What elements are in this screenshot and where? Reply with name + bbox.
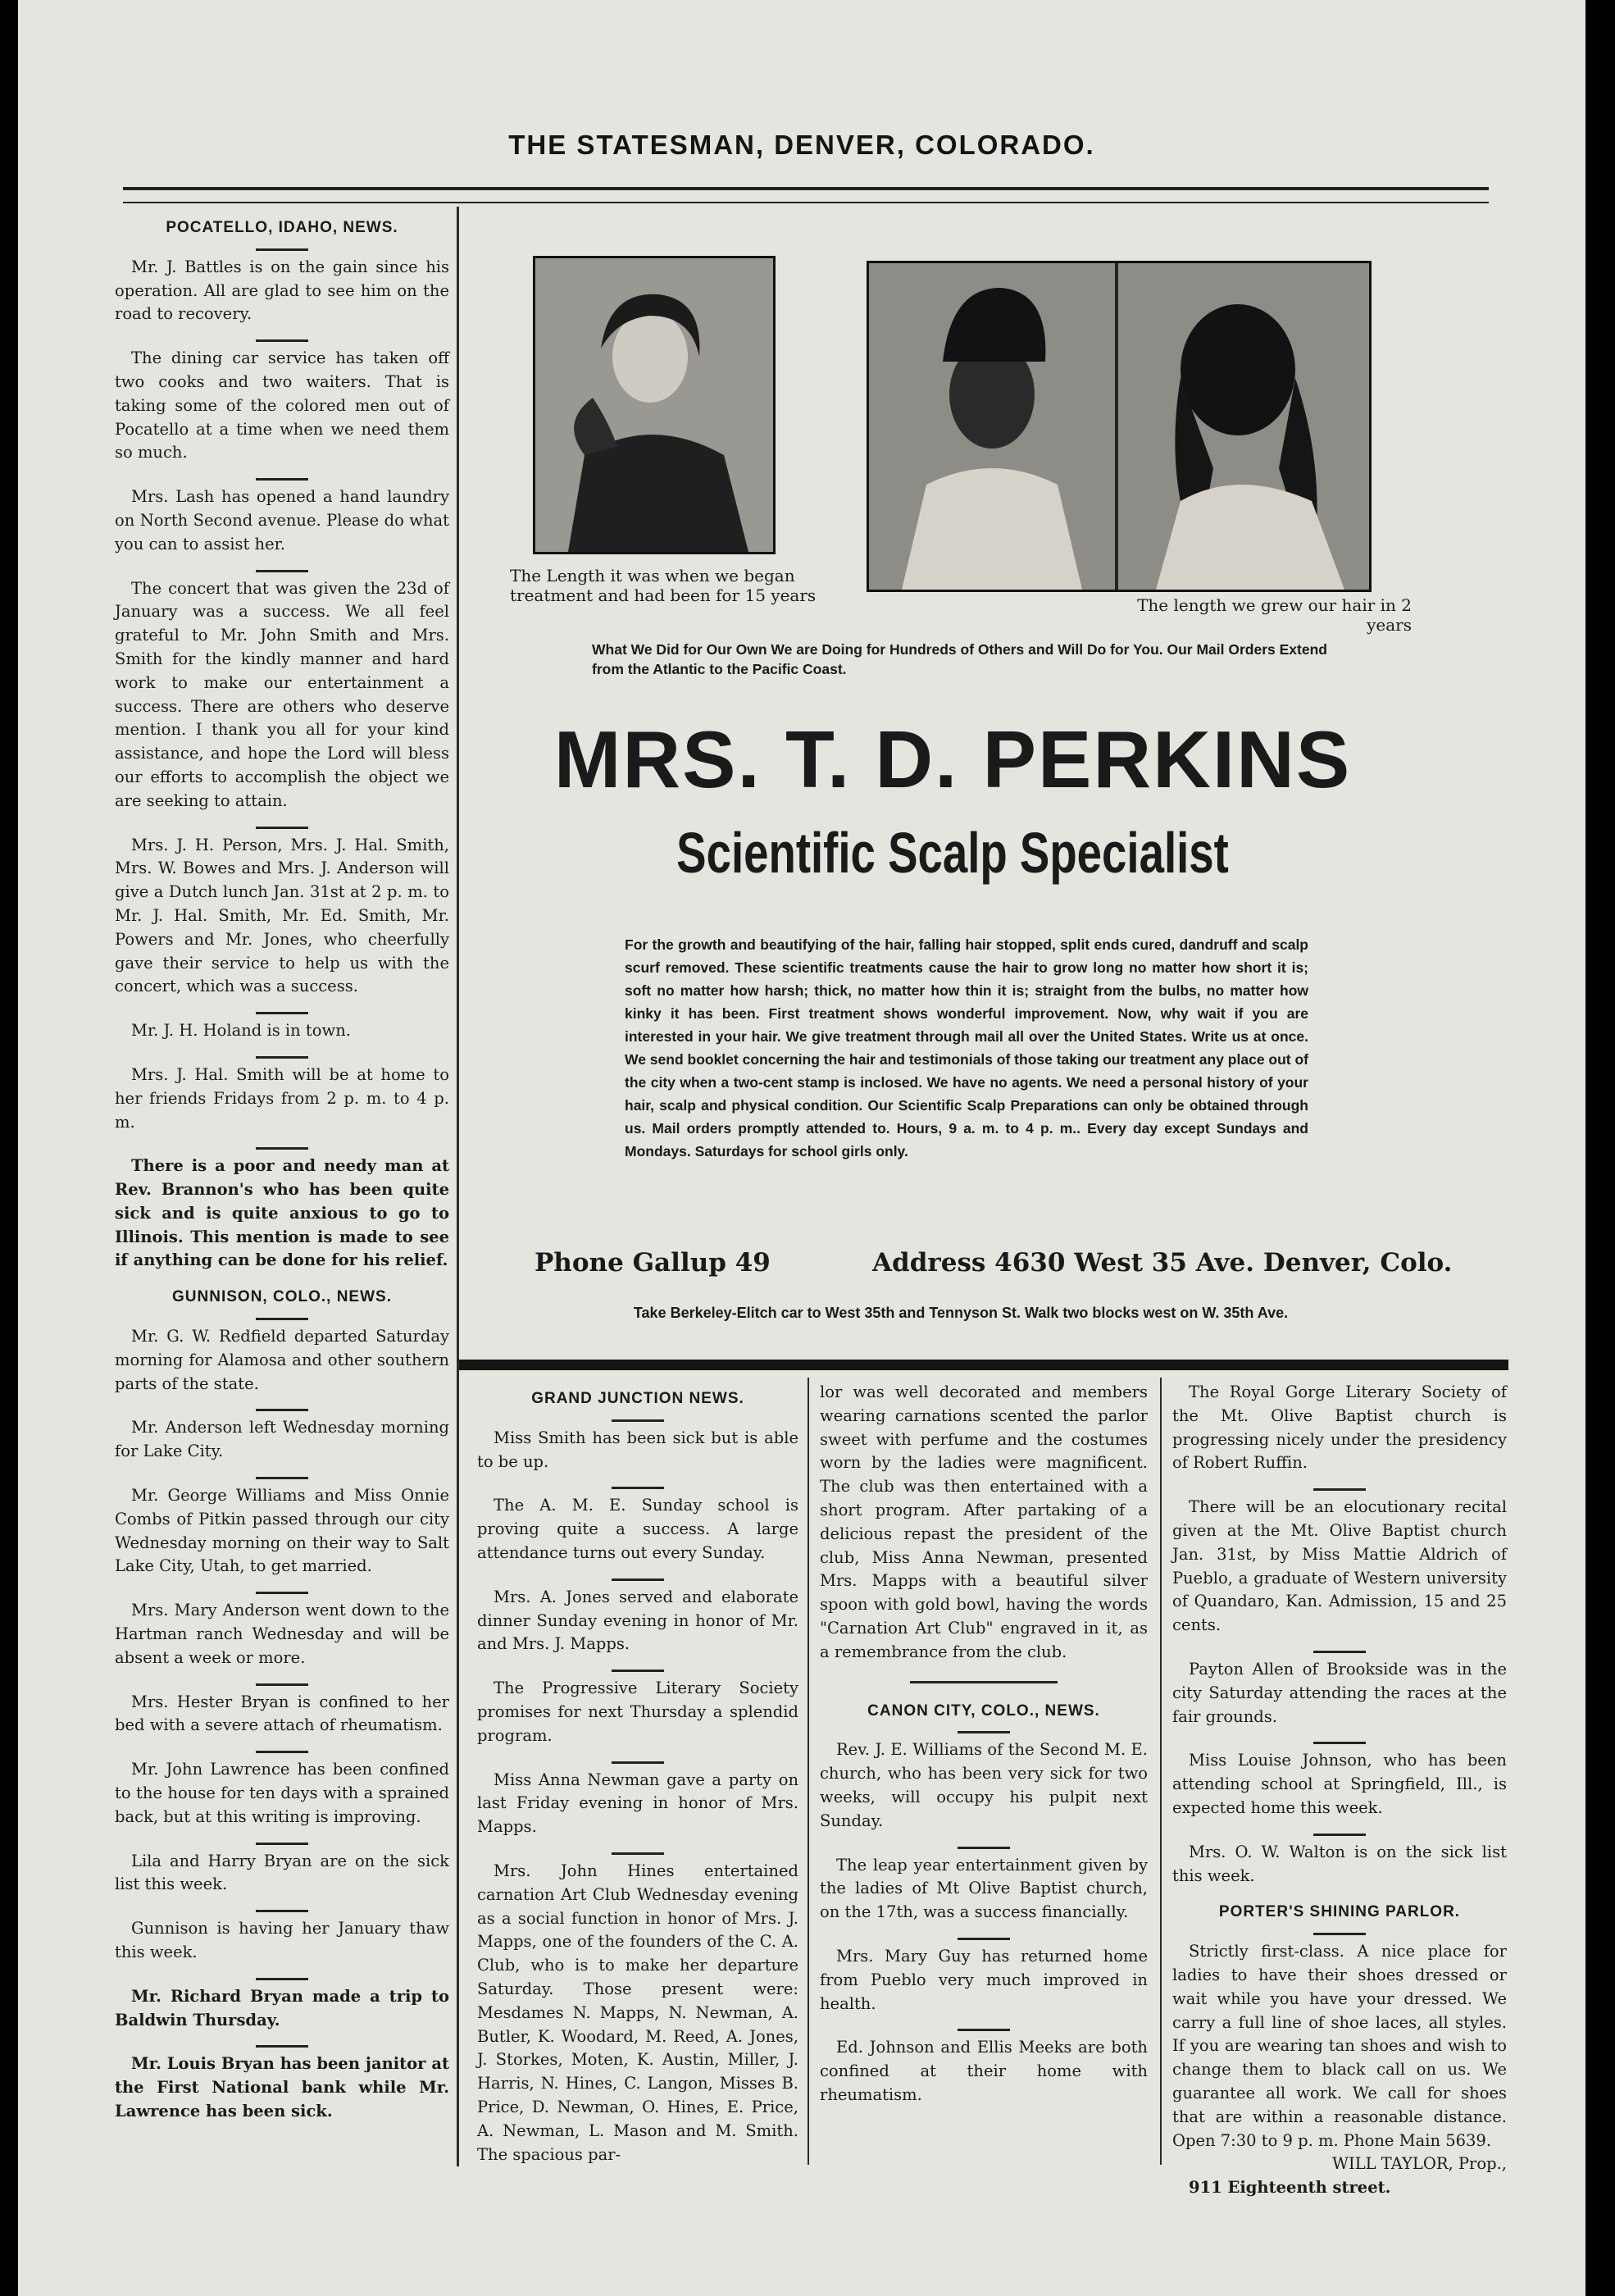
proprietor-name: WILL TAYLOR, Prop., [1331,2154,1507,2174]
section-rule [459,1360,1508,1370]
column-rule-2 [808,1378,809,2165]
article-paragraph: Mrs. John Hines entertained carnation Art Club Wednesday evening as a social function in honor of Mrs. J. Mapps, one of the founders of the C. A. Club, who is to make her departure Saturday. Those present were: Mesdames N. Mapps, N. Newman, A. Butler, K. Woodard, M. Reed, A. Jones, J. Storkes, Moten, K. Austin, Miller, J. Harris, N. Hines, C. Langon, Misses B. Price, D. Newman, O. Hines, E. Price, A. Newman, L. Mason and M. Smith. The spacious par- [477,1861,798,2164]
article-paragraph: Mrs. Mary Guy has returned home from Pueblo very much improved in health. [820,1946,1148,2013]
article-paragraph: Mrs. Lash has opened a hand laundry on North Second avenue. Please do what you can to assist her. [115,487,449,554]
article-paragraph: Mr. J. Battles is on the gain since his operation. All are glad to see him on the road to recovery. [115,257,449,324]
masthead-rule [123,187,1489,203]
ad-title: Scientific Scalp Specialist [676,821,1229,885]
article-paragraph: Mr. Richard Bryan made a trip to Baldwin Thursday. [115,1986,449,2029]
column-rule-3 [1160,1378,1162,2165]
separator [1313,1488,1366,1491]
article-paragraph: Gunnison is having her January thaw this week. [115,1919,449,1962]
article-paragraph: lor was well decorated and members wearing carnations scented the parlor sweet with perfume and the costumes worn by the ladies were magnificent. The club was then entertained with a short program. After partaking of a delicious repast the president of the club, Miss Anna Newman, presented Mrs. Mapps with a beautiful silver spoon with gold bowl, having the words "Carnation Art Club" engraved in it, as a remembrance from the club. [820,1383,1148,1661]
proprietor-address: 911 Eighteenth street. [1189,2178,1391,2198]
article-paragraph: Mrs. Hester Bryan is confined to her bed with a severe attach of rheumatism. [115,1692,449,1735]
article-paragraph: The A. M. E. Sunday school is proving quite a success. A large attendance turns out every Sunday. [477,1496,798,1562]
column-2 [477,1381,798,2180]
photo-after-treatment [867,261,1372,592]
heading-gunnison: GUNNISON, COLO., NEWS. [172,1288,392,1306]
separator [612,1419,664,1422]
article-paragraph: Mr. Louis Bryan has been janitor at the First National bank while Mr. Lawrence has been sick. [115,2054,449,2121]
ad-phone: Phone Gallup 49 [535,1248,771,1278]
article-paragraph: Miss Anna Newman gave a party on last Friday evening in honor of Mrs. Mapps. [477,1770,798,1837]
separator [958,1938,1010,1940]
separator [256,1477,308,1479]
article-paragraph: Mrs. O. W. Walton is on the sick list this week. [1172,1842,1507,1885]
separator [612,1578,664,1581]
heading-canon-city: CANON CITY, COLO., NEWS. [867,1702,1100,1720]
separator [1313,1834,1366,1836]
caption-before: The Length it was when we began treatment and had been for 15 years [510,566,817,605]
article-paragraph: There is a poor and needy man at Rev. Brannon's who has been quite sick and is quite anxious to go to Illinois. This mention is made to see if anything can be done for his relief. [115,1156,449,1270]
article-paragraph: Strictly first-class. A nice place for ladies to have their shoes dressed or wait while you have your dressed. We carry a full line of shoe laces, all styles. If you are wearing tan shoes and wish to change them to black call on us. We guarantee all work. We call for shoes that are within a reasonable distance. Open 7:30 to 9 p. m. Phone Main 5639. [1172,1942,1507,2150]
separator [256,1592,308,1594]
article-paragraph: There will be an elocutionary recital given at the Mt. Olive Baptist church Jan. 31st, by Miss Mattie Aldrich of Pueblo, a graduate of Western university of Quandaro, Kan. Admission, 15 and 25 cents. [1172,1497,1507,1635]
masthead: THE STATESMAN, DENVER, COLORADO. [508,130,1095,160]
separator [256,1683,308,1686]
heading-pocatello: POCATELLO, IDAHO, NEWS. [166,219,398,236]
separator [256,1843,308,1845]
heading-grand-junction: GRAND JUNCTION NEWS. [531,1390,744,1407]
article-paragraph: Miss Louise Johnson, who has been attending school at Springfield, Ill., is expected home this week. [1172,1751,1507,1817]
separator [612,1852,664,1855]
separator [256,1318,308,1320]
column-1 [115,210,449,2137]
article-paragraph: The dining car service has taken off two cooks and two waiters. That is taking some of the colored men out of Pocatello at a time when we need them so much. [115,348,449,462]
article-paragraph: Mr. J. H. Holand is in town. [131,1021,351,1041]
separator [1313,1933,1366,1935]
separator [612,1487,664,1489]
ad-lead-text: What We Did for Our Own We are Doing for Hundreds of Others and Will Do for You. Our Mail Orders Extend from the Atlantic to the Pacific Coast. [592,641,1327,677]
ad-name: MRS. T. D. PERKINS [553,714,1352,804]
separator [256,248,308,251]
ad-address: Address 4630 West 35 Ave. Denver, Colo. [872,1248,1453,1278]
column-3 [820,1381,1148,2121]
separator [256,2045,308,2048]
separator [256,827,308,829]
separator [256,1147,308,1150]
article-paragraph: Ed. Johnson and Ellis Meeks are both confined at their home with rheumatism. [820,2038,1148,2104]
separator [256,339,308,342]
article-paragraph: Mr. Anderson left Wednesday morning for Lake City. [115,1418,449,1461]
separator [256,1910,308,1912]
column-rule-left [457,207,459,2166]
separator [256,1056,308,1059]
article-paragraph: Rev. J. E. Williams of the Second M. E. church, who has been very sick for two weeks, will occupy his pulpit next Sunday. [820,1740,1148,1830]
caption-after: The length we grew our hair in 2 years [1137,595,1412,635]
ad-directions: Take Berkeley-Elitch car to West 35th and Tennyson St. Walk two blocks west on W. 35th Ave. [633,1305,1289,1321]
article-paragraph: The Royal Gorge Literary Society of the Mt. Olive Baptist church is progressing nicely under the presidency of Robert Ruffin. [1172,1383,1507,1473]
separator [612,1670,664,1672]
article-paragraph: Mr. George Williams and Miss Onnie Combs of Pitkin passed through our city Wednesday morning on their way to Salt Lake City, Utah, to get married. [115,1486,449,1576]
separator [1313,1651,1366,1653]
separator [612,1761,664,1764]
heading-porters-shining-parlor: PORTER'S SHINING PARLOR. [1218,1903,1461,1921]
article-paragraph: The Progressive Literary Society promises for next Thursday a splendid program. [477,1679,798,1745]
separator [910,1681,1058,1683]
article-paragraph: Miss Smith has been sick but is able to be up. [477,1428,798,1471]
separator [256,1978,308,1980]
article-paragraph: Mr. G. W. Redfield departed Saturday morning for Alamosa and other southern parts of the state. [115,1327,449,1393]
separator [1313,1742,1366,1744]
separator [256,1409,308,1411]
separator [256,1012,308,1014]
separator [256,570,308,572]
article-paragraph: Mr. John Lawrence has been confined to the house for ten days with a sprained back, but at this writing is improving. [115,1760,449,1826]
article-paragraph: Mrs. A. Jones served and elaborate dinner Sunday evening in honor of Mr. and Mrs. J. Mapps. [477,1587,798,1654]
separator [256,478,308,481]
article-paragraph: Mrs. J. Hal. Smith will be at home to her friends Fridays from 2 p. m. to 4 p. m. [115,1064,449,1132]
separator [958,1847,1010,1849]
separator [958,2029,1010,2031]
article-paragraph: Lila and Harry Bryan are on the sick list this week. [115,1851,449,1894]
photo-before-treatment [533,256,776,554]
article-paragraph: The concert that was given the 23d of January was a success. We all feel grateful to Mr. John Smith and Mrs. Smith for the kindly manner and hard work to make our entertainment a success. There are others who deserve mention. I thank you all for your kind assistance, and hope the Lord will bless our efforts to accomplish the object we are seeking to attain. [115,578,449,810]
ad-body: For the growth and beautifying of the hair, falling hair stopped, split ends cured, dandruff and scalp scurf removed. These scientific treatments cause the hair to grow long no matter how short it is; soft no matter how harsh; thick, no matter how thin it is; straight from the bulbs, no matter how kinky it has been. First treatment shows wonderful improvement. Now, why wait if you are interested in your hair. We give treatment through mail all over the United States. Write us at once. We send booklet concerning the hair and testimonials of those taking our treatment any place out of the city when a two-cent stamp is inclosed. We have no agents. We need a personal history of your hair, scalp and physical condition. Our Scientific Scalp Preparations can only be obtained through us. Mail orders promptly attended to. Hours, 9 a. m. to 4 p. m.. Every day except Sundays and Mondays. Saturdays for school girls only. [625,936,1308,1159]
article-paragraph: Mrs. Mary Anderson went down to the Hartman ranch Wednesday and will be absent a week or more. [115,1601,449,1667]
newspaper-page [18,0,1585,2296]
column-4 [1172,1381,1507,2200]
separator [958,1731,1010,1733]
article-paragraph: The leap year entertainment given by the ladies of Mt Olive Baptist church, on the 17th, was a success financially. [820,1855,1148,1922]
article-paragraph: Mrs. J. H. Person, Mrs. J. Hal. Smith, Mrs. W. Bowes and Mrs. J. Anderson will give a Dutch lunch Jan. 31st at 2 p. m. to Mr. J. Hal. Smith, Mr. Ed. Smith, Mr. Powers and Mr. Jones, who cheerfully gave their service to help us with the concert, which was a success. [115,835,449,996]
article-paragraph: Payton Allen of Brookside was in the city Saturday attending the races at the fair grounds. [1172,1659,1507,1726]
separator [256,1751,308,1753]
